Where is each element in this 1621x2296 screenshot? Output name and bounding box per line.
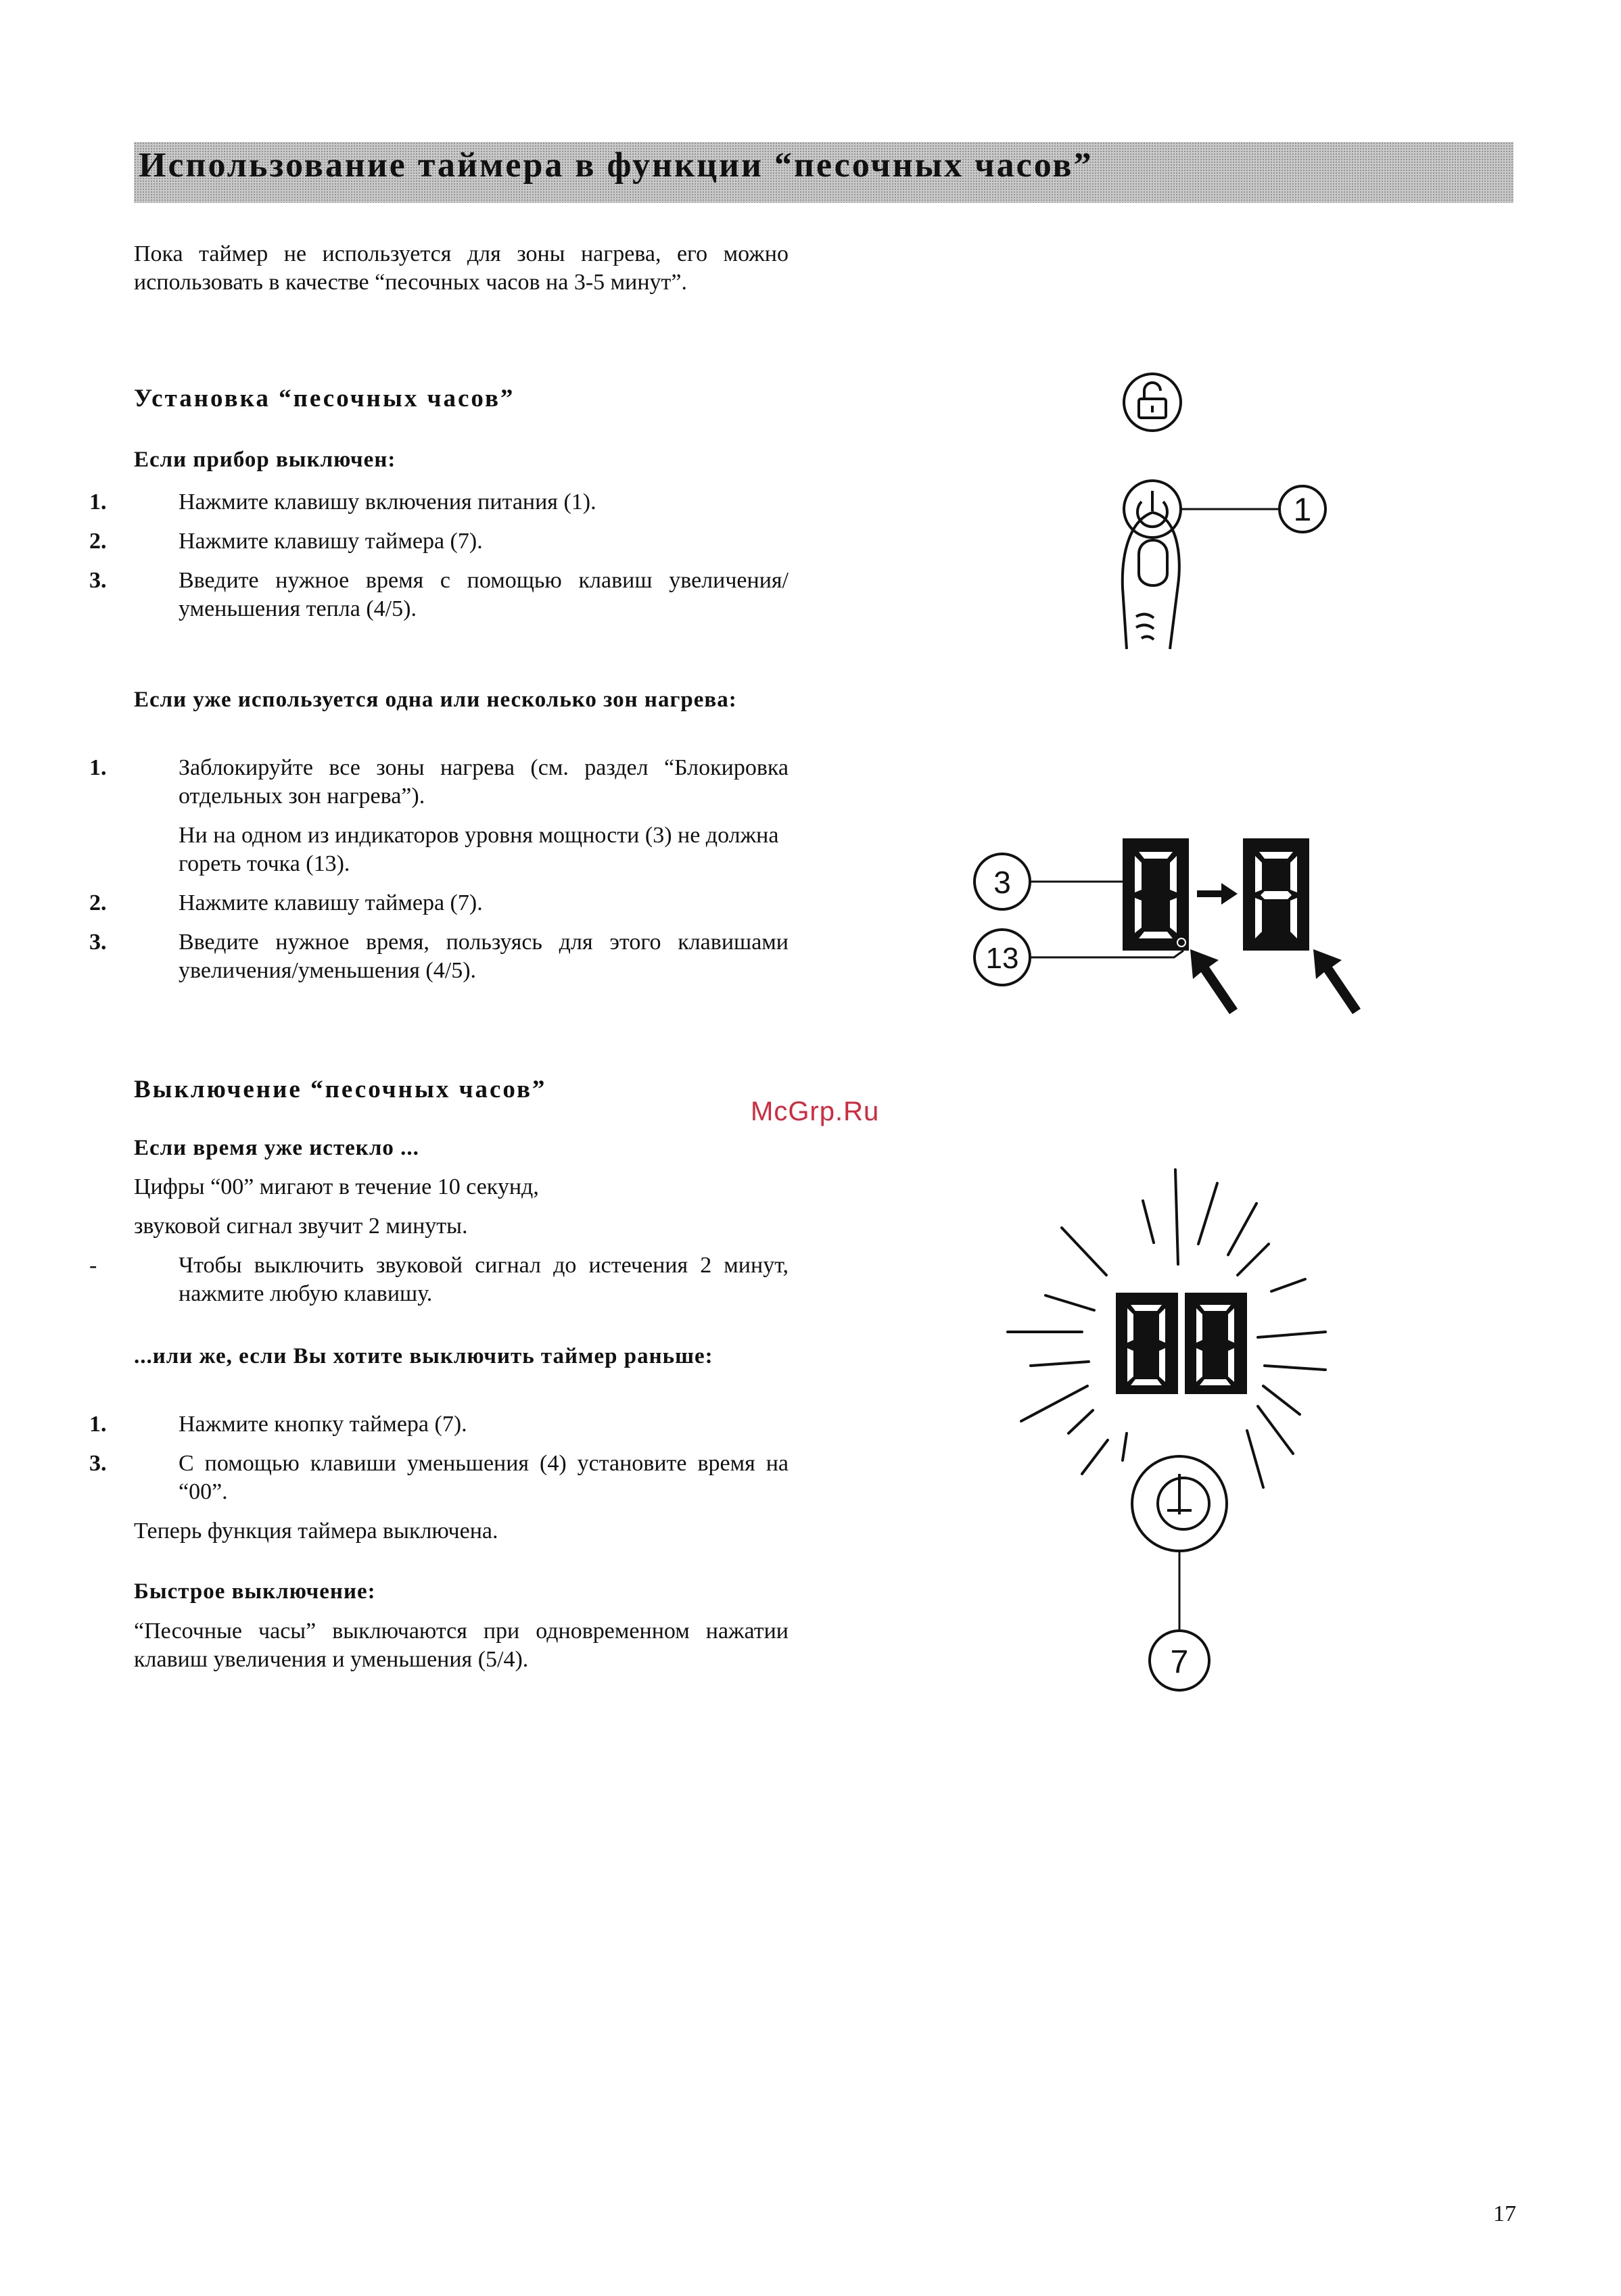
- finger-icon: [1123, 512, 1179, 649]
- expired-line: Цифры “00” мигают в течение 10 секунд,: [134, 1174, 539, 1199]
- figure-power-indicator: [960, 825, 1393, 1061]
- timer-off-result: Теперь функция таймера выключена.: [134, 1518, 498, 1544]
- padlock-icon: [1124, 374, 1181, 431]
- callout-1: [1279, 486, 1325, 532]
- svg-text:1: 1: [1293, 492, 1312, 528]
- display-before: [1123, 838, 1189, 951]
- step-item: 1. Нажмите кнопку таймера (7).: [89, 1412, 467, 1437]
- svg-text:7: 7: [1170, 1644, 1189, 1680]
- callout-line: [1030, 951, 1183, 957]
- step-item: 1. Заблокируйте все зоны нагрева (см. раздел “Блокировка отдельных зон нагрева”).: [89, 755, 789, 809]
- display-after: [1243, 838, 1309, 951]
- expired-line: звуковой сигнал звучит 2 минуты.: [134, 1214, 468, 1239]
- page-number: 17: [1493, 2201, 1516, 2226]
- quick-off-text: “Песочные часы” выключаются при одновременном нажатии клавиш увеличения и уменьшения (5/4).: [134, 1619, 789, 1672]
- callout-13: [974, 930, 1030, 985]
- quick-off-heading: Быстрое выключение:: [134, 1579, 376, 1604]
- callout-3: [974, 854, 1030, 909]
- step-item: 3. Введите нужное время, пользуясь для этого клавишами увеличения/уменьшения (4/5).: [89, 930, 789, 983]
- pointer-arrow-icon: [1190, 949, 1238, 1014]
- right-arrow-icon: [1197, 883, 1238, 905]
- figure-power-on: [1068, 352, 1366, 663]
- time-expired-heading: Если время уже истекло ...: [134, 1136, 419, 1160]
- device-off-heading: Если прибор выключен:: [134, 448, 396, 472]
- time-expired-text: [89, 1173, 789, 1308]
- page-title: Использование таймера в функции “песочных часов”: [139, 146, 1094, 185]
- timer-display: [1116, 1293, 1247, 1394]
- pointer-arrow-icon: [1313, 949, 1361, 1014]
- dot-note: Ни на одном из индикаторов уровня мощности (3) не должна гореть точка (13).: [179, 823, 779, 876]
- timer-key-icon: [1132, 1456, 1227, 1551]
- expired-bullet: - Чтобы выключить звуковой сигнал до истечения 2 минут, нажмите любую клавишу.: [89, 1253, 789, 1306]
- switch-off-heading: Выключение “песочных часов”: [134, 1076, 547, 1103]
- zones-in-use-steps: [89, 754, 789, 985]
- svg-text:13: 13: [985, 942, 1019, 975]
- step-item: 2. Нажмите клавишу таймера (7).: [89, 529, 483, 554]
- step-item: 2. Нажмите клавишу таймера (7).: [89, 890, 483, 915]
- svg-text:3: 3: [993, 865, 1011, 900]
- figure-timer-flash: [987, 1163, 1373, 1704]
- step-item: 3. С помощью клавиши уменьшения (4) установите время на “00”.: [89, 1451, 789, 1504]
- switch-early-heading: ...или же, если Вы хотите выключить таймер раньше:: [134, 1344, 713, 1368]
- zones-in-use-heading: Если уже используется одна или несколько зон нагрева:: [134, 688, 737, 712]
- setup-heading: Установка “песочных часов”: [134, 385, 515, 412]
- switch-early-steps: [89, 1410, 789, 1546]
- step-item: 3. Введите нужное время с помощью клавиш увеличения/уменьшения тепла (4/5).: [89, 568, 789, 621]
- device-off-steps: [89, 488, 789, 623]
- watermark: McGrp.Ru: [751, 1097, 880, 1126]
- step-item: 1. Нажмите клавишу включения питания (1).: [89, 489, 596, 515]
- intro-paragraph: Пока таймер не используется для зоны нагрева, его можно использовать в качестве “песочных часов на 3-5 минут”.: [134, 241, 789, 295]
- callout-7: [1150, 1631, 1209, 1690]
